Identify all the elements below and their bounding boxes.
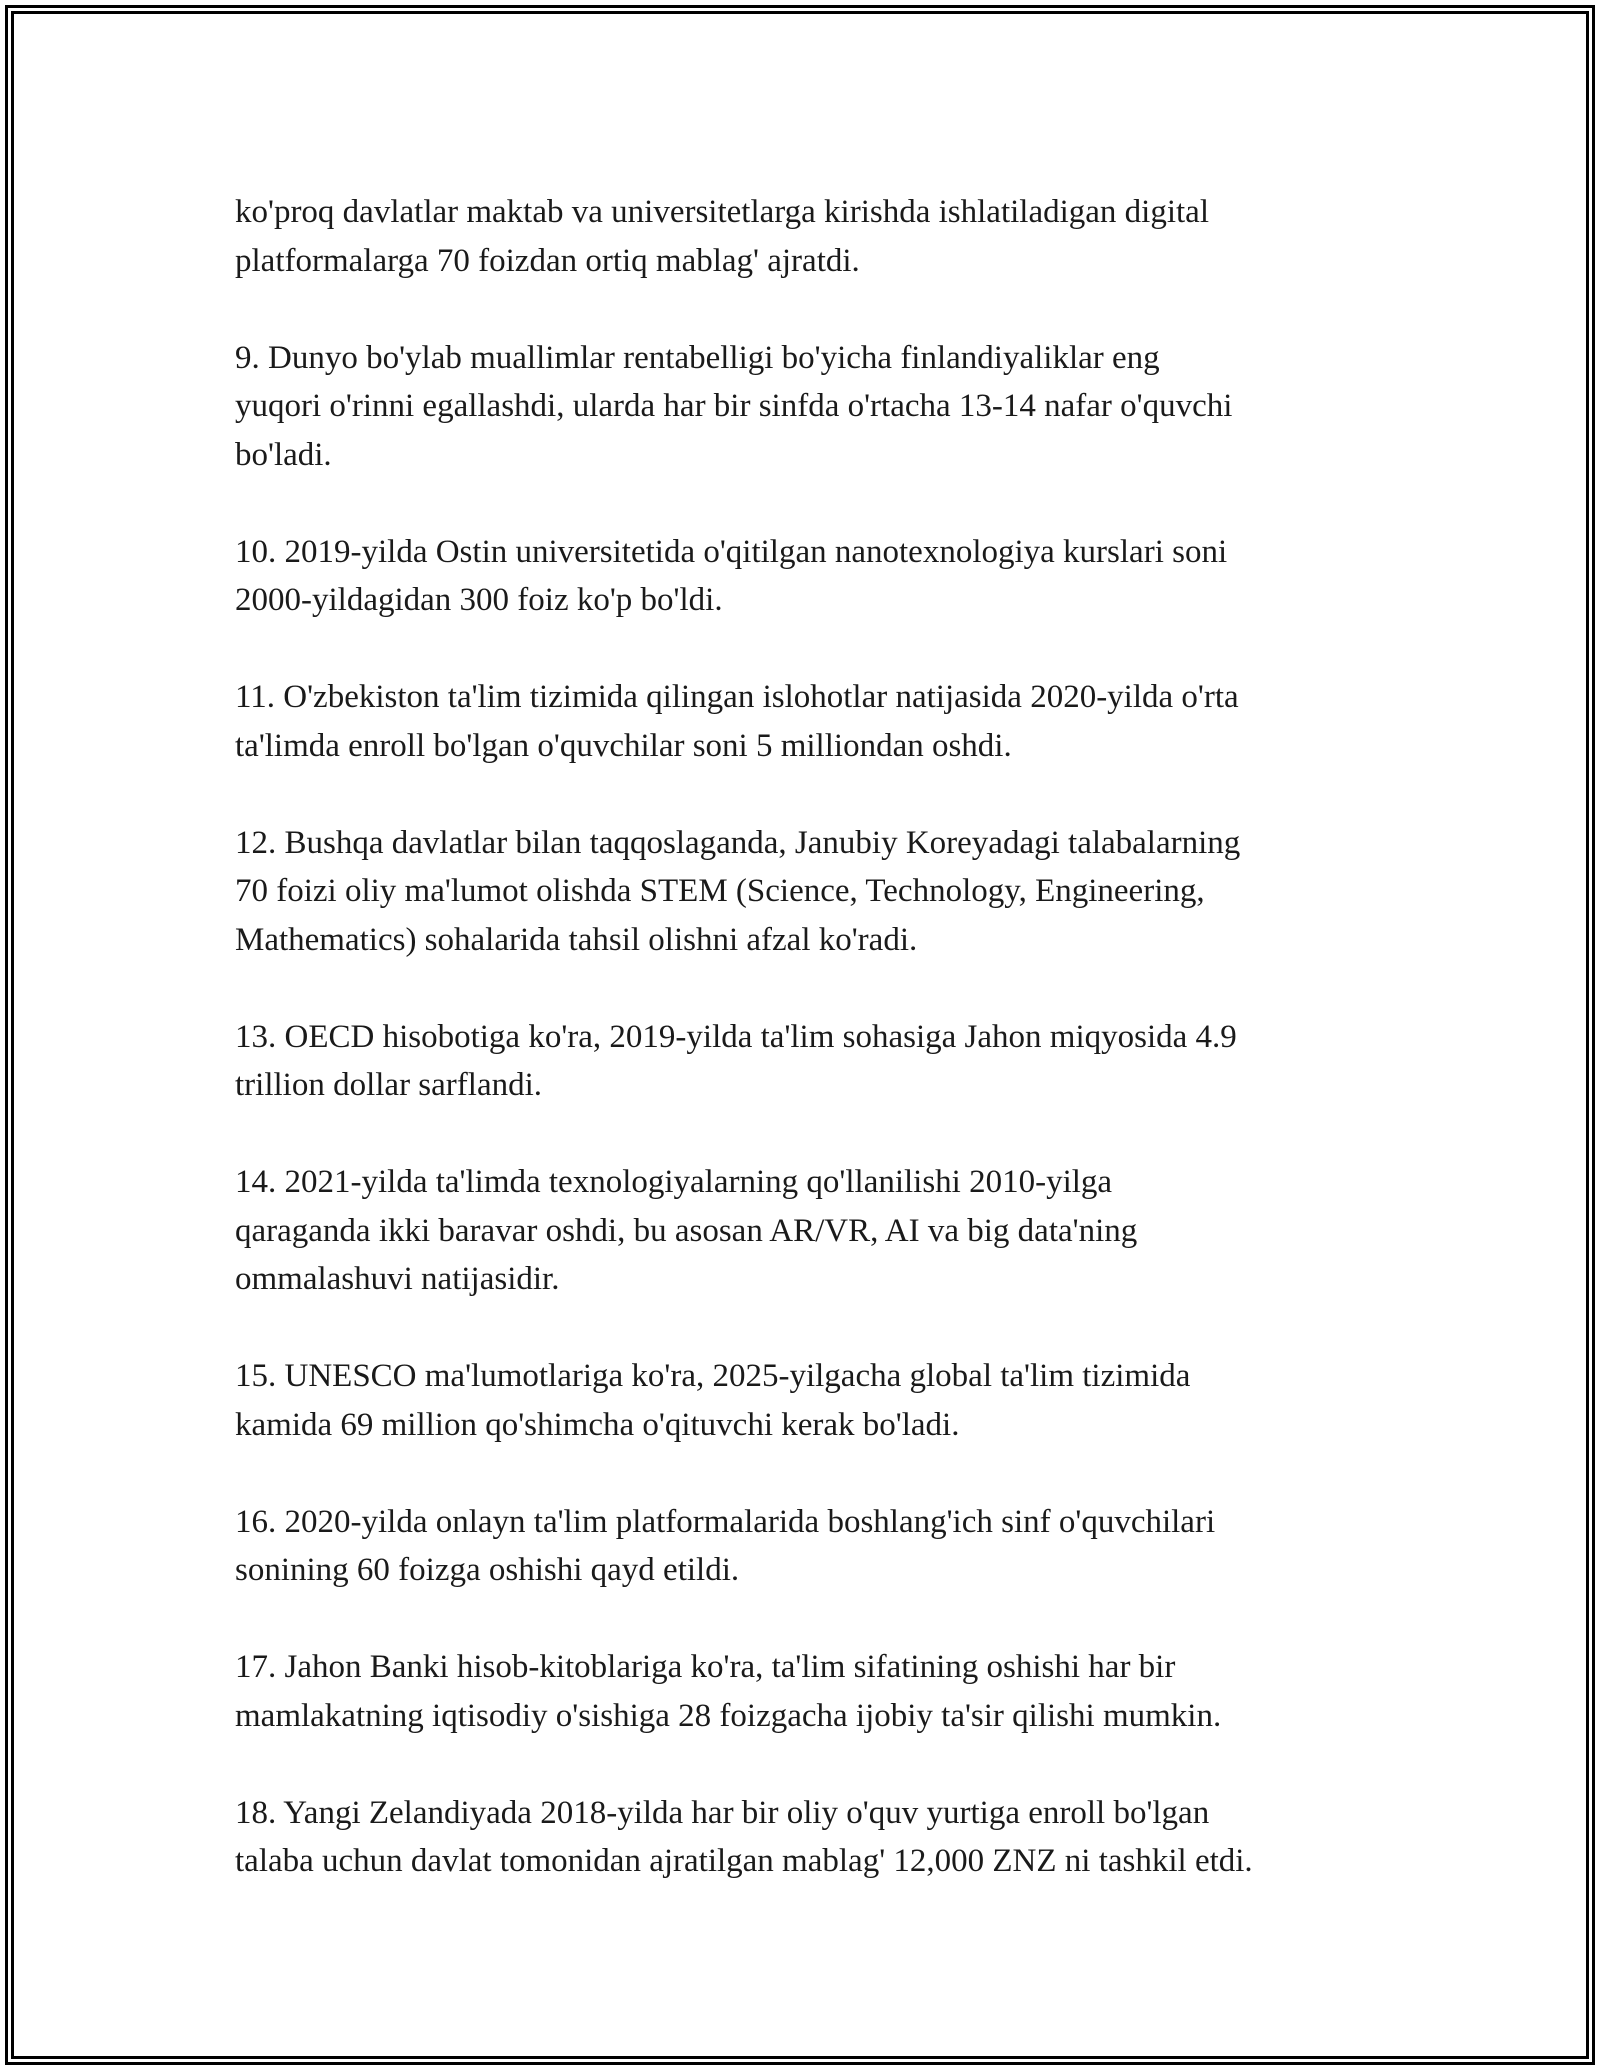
list-item-14: [235, 1158, 1385, 1304]
list-item-10: [235, 528, 1385, 625]
list-item-17: [235, 1643, 1385, 1740]
document-body: [235, 188, 1385, 1934]
text-line: 17. Jahon Banki hisob-kitoblariga ko'ra, ta'lim sifatining oshishi har bir: [235, 1649, 1176, 1685]
text-line: 16. 2020-yilda onlayn ta'lim platformalarida boshlang'ich sinf o'quvchilari: [235, 1503, 1216, 1540]
text-line: ko'proq davlatlar maktab va universitetlarga kirishda ishlatiladigan digital: [235, 194, 1209, 230]
list-item-9: [235, 334, 1385, 480]
text-line: trillion dollar sarflandi.: [235, 1067, 543, 1103]
list-item-15: [235, 1352, 1385, 1449]
text-line: 10. 2019-yilda Ostin universitetida o'qitilgan nanotexnologiya kurslari soni: [235, 533, 1228, 570]
text-line: 70 foizi oliy ma'lumot olishda STEM (Science, Technology, Engineering,: [235, 873, 1205, 909]
list-item-16: [235, 1498, 1385, 1595]
text-line: qaraganda ikki baravar oshdi, bu asosan AR/VR, AI va big data'ning: [235, 1212, 1138, 1249]
text-line: 9. Dunyo bo'ylab muallimlar rentabelligi bo'yicha finlandiyaliklar eng: [235, 339, 1160, 376]
text-line: bo'ladi.: [235, 436, 332, 473]
list-item-12: [235, 819, 1385, 965]
text-line: mamlakatning iqtisodiy o'sishiga 28 foizgacha ijobiy ta'sir qilishi mumkin.: [235, 1697, 1222, 1734]
text-line: 12. Bushqa davlatlar bilan taqqoslaganda, Janubiy Koreyadagi talabalarning: [235, 824, 1241, 861]
list-item-11: [235, 673, 1385, 770]
text-line: 11. O'zbekiston ta'lim tizimida qilingan islohotlar natijasida 2020-yilda o'rta: [235, 679, 1239, 715]
text-line: 2000-yildagidan 300 foiz ko'p bo'ldi.: [235, 582, 723, 618]
text-line: platformalarga 70 foizdan ortiq mablag' ajratdi.: [235, 242, 860, 279]
text-line: 18. Yangi Zelandiyada 2018-yilda har bir oliy o'quv yurtiga enroll bo'lgan: [235, 1794, 1210, 1831]
text-line: ommalashuvi natijasidir.: [235, 1261, 560, 1297]
paragraph-continuation: [235, 188, 1385, 285]
text-line: ta'limda enroll bo'lgan o'quvchilar soni 5 milliondan oshdi.: [235, 727, 1012, 764]
text-line: 15. UNESCO ma'lumotlariga ko'ra, 2025-yilgacha global ta'lim tizimida: [235, 1358, 1191, 1394]
text-line: Mathematics) sohalarida tahsil olishni afzal ko'radi.: [235, 921, 918, 958]
list-item-13: [235, 1013, 1385, 1110]
text-line: sonining 60 foizga oshishi qayd etildi.: [235, 1552, 740, 1588]
text-line: 14. 2021-yilda ta'limda texnologiyalarning qo'llanilishi 2010-yilga: [235, 1164, 1113, 1200]
text-line: kamida 69 million qo'shimcha o'qituvchi kerak bo'ladi.: [235, 1406, 960, 1443]
list-item-18: [235, 1789, 1385, 1886]
text-line: yuqori o'rinni egallashdi, ularda har bir sinfda o'rtacha 13-14 nafar o'quvchi: [235, 388, 1233, 424]
text-line: talaba uchun davlat tomonidan ajratilgan mablag' 12,000 ZNZ ni tashkil etdi.: [235, 1843, 1253, 1879]
text-line: 13. OECD hisobotiga ko'ra, 2019-yilda ta'lim sohasiga Jahon miqyosida 4.9: [235, 1018, 1237, 1055]
